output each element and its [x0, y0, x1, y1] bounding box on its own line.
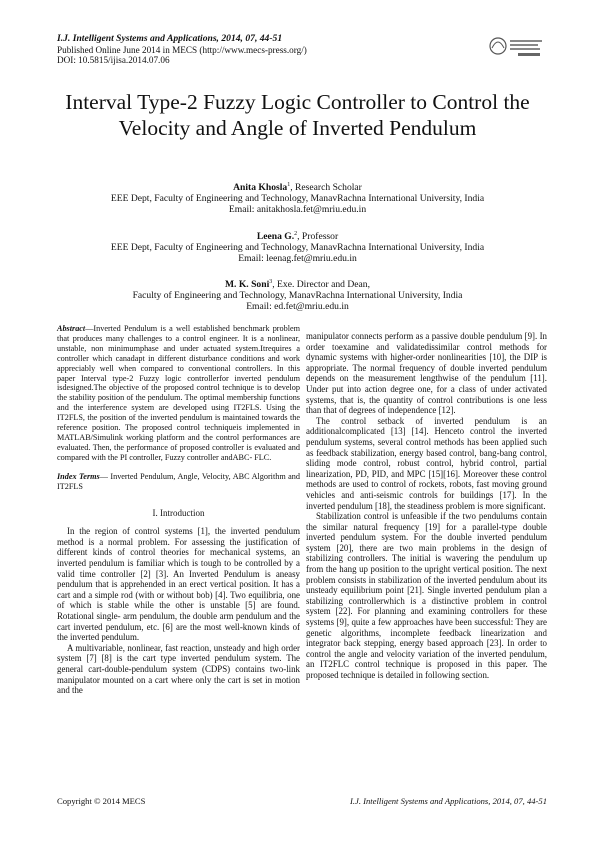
- journal-header: [57, 33, 307, 66]
- author-email: Email: ed.fet@mriu.edu.in: [246, 301, 349, 313]
- publisher-logo-icon: [488, 34, 548, 60]
- author-email: Email: leenag.fet@mriu.edu.in: [238, 253, 357, 265]
- author-affiliation: EEE Dept, Faculty of Engineering and Technology, ManavRachna International University, India: [110, 242, 485, 254]
- paper-title: Interval Type-2 Fuzzy Logic Controller to Control the Velocity and Angle of Inverted Pendulum: [65, 90, 530, 140]
- paragraph: manipulator connects perform as a passive double pendulum [9]. In order toexamine and validatedissimilar control methods for dynamic systems with higher-order nonlinearities [10], the DIP is appropriate. The normal frequency of double inverted pendulum depends on the measurement lengthwise of the pendulum [11]. Under put into action degree one, for a class of under activated systems, that is, the quantity of control contributions is one less than that of degrees of independence [12].: [306, 331, 547, 416]
- paragraph: In the region of control systems [1], the inverted pendulum method is a normal problem. For assessing the justification of different kinds of control theories for mechanical systems, an inverted pendulum is familiar which is tough to be controlled by a valid time controller [2] [3]. An Inverted Pendulum is aneasy pendulum that is apprehended in an erect vertical position. It has a cart and a simple rod (with or without bob) [4]. Two equilibria, one of which is stable while the other is unstable [5] are found. Rotational single- arm pendulum, the double arm pendulum and the cart inverted pendulum, etc. [6] are the most well-known kinds of the inverted pendulum.: [57, 526, 300, 643]
- footer-journal: I.J. Intelligent Systems and Applications, 2014, 07, 44-51: [350, 796, 547, 806]
- author-block-1: [40, 180, 555, 215]
- journal-name: I.J. Intelligent Systems and Applications,: [57, 33, 219, 44]
- section-heading: I. Introduction: [152, 507, 205, 518]
- index-terms: Index Terms— Inverted Pendulum, Angle, Velocity, ABC Algorithm and IT2FLS: [57, 471, 300, 491]
- author-email: Email: anitakhosla.fet@mriu.edu.in: [228, 204, 367, 216]
- footer-copyright: Copyright © 2014 MECS: [57, 796, 146, 806]
- author-role: , Professor: [297, 231, 339, 243]
- paragraph: A multivariable, nonlinear, fast reaction, unsteady and high order system [7] [8] is the cart type inverted pendulum system. The general cart-double-pendulum system (CDPS) contains two-link manipulator mounted on a cart where only the cart is set in motion and the: [57, 642, 300, 696]
- index-terms-label: Index Terms: [57, 471, 100, 481]
- left-column: [57, 324, 300, 696]
- author-name: M. K. Soni: [224, 279, 270, 291]
- author-sup: 1: [287, 182, 291, 188]
- right-column: [306, 331, 547, 681]
- paragraph: The control setback of inverted pendulum is an additionalcomplicated [13] [14]. Henceto control the inverted pendulum systems, several control methods has been applied such as feedback stabilization, energy based control, bang-bang control, sliding mode control, robust control, hybrid control, partial linearization, PD, PID, and MPC [15][16]. Moreover these control methods are used to control of rockets, robots, fast moving ground vehicles and anti-seismic controls for buildings [17]. In the inverted pendulum [18], the steadiness problem is more significant.: [306, 415, 547, 511]
- journal-issue: 2014, 07, 44-51: [218, 33, 283, 44]
- author-block-3: [40, 277, 555, 312]
- author-role: , Research Scholar: [290, 182, 362, 194]
- abstract-text: Inverted Pendulum is a well established benchmark problem that produces many challenges to a control engineer. It is a nonlinear, unstable, non minimumphase and under actuated system.Itrequires a controller which canadapt in different disturbance conditions and work appreciably well when compared to conventional controllers. In this paper Interval type-2 Fuzzy logic controllerfor inverted pendulum isdesigned.The objective of the proposed control technique is to develop the stability position of the pendulum. The optimal membership functions and the interference system are developed using IT2FLS. Using the IT2FLS, the position of the inverted pendulum is maintained towards the reference position. The proposed control techniqueis implemented in MATLAB/Simulink working platform and the control performances are evaluated. Then, the performance of proposed controller is evaluated and compared with the PI controller, Fuzzy controller andABC- FLC.: [57, 324, 300, 462]
- author-name: Leena G.: [256, 231, 295, 243]
- abstract: Abstract—Inverted Pendulum is a well established benchmark problem that produces many challenges to a control engineer. It is a nonlinear, unstable, non minimumphase and under actuated system.Itrequires a controller which canadapt in different disturbance conditions and work appreciably well when compared to conventional controllers. In this paper Interval type-2 Fuzzy logic controllerfor inverted pendulum isdesigned.The objective of the proposed control technique is to develop the stability position of the pendulum. The optimal membership functions and the interference system are developed using IT2FLS. Using the IT2FLS, the position of the inverted pendulum is maintained towards the reference position. The proposed control techniqueis implemented in MATLAB/Simulink working platform and the control performances are evaluated. Then, the performance of proposed controller is evaluated and compared with the PI controller, Fuzzy controller andABC- FLC.: [57, 324, 300, 462]
- author-role: , Exe. Director and Dean,: [272, 279, 370, 291]
- author-sup: 2: [294, 231, 298, 237]
- abstract-label: Abstract: [57, 324, 86, 333]
- author-name: Anita Khosla: [233, 182, 288, 194]
- published-line: Published Online June 2014 in MECS (http://www.mecs-press.org/): [57, 44, 307, 55]
- author-affiliation: Faculty of Engineering and Technology, ManavRachna International University, India: [132, 290, 463, 302]
- author-block-2: [40, 229, 555, 264]
- author-affiliation: EEE Dept, Faculty of Engineering and Technology, ManavRachna International University, India: [110, 193, 485, 205]
- doi-line: DOI: 10.5815/ijisa.2014.07.06: [57, 55, 170, 65]
- paragraph: Stabilization control is unfeasible if the two pendulums contain the similar natural frequency [19] for a parallel-type double inverted pendulum system. For the double inverted pendulum system [20], there are two main problems in the design of stabilizing controllers. The initial is wavering the pendulum up from the hang up position to the upright vertical position. The next problem consists in stabilization of the inverted pendulum about its unsteady equilibrium point [21]. Single inverted pendulum plan a stabilizing controllerwhich is a distinctive problem in control system [22]. For planning and examining controllers for these systems [9], quite a few approaches have been successful: They are genetic algorithms, incomplete feedback linearization and integrator back stepping, energy based approach [23]. In order to control the angle and velocity variation of the inverted pendulum, an IT2FLC control technique is proposed in this paper. The proposed technique is detailed in following section.: [306, 511, 547, 680]
- author-sup: 3: [269, 279, 273, 285]
- index-terms-text: Inverted Pendulum, Angle, Velocity, ABC Algorithm and IT2FLS: [57, 471, 300, 491]
